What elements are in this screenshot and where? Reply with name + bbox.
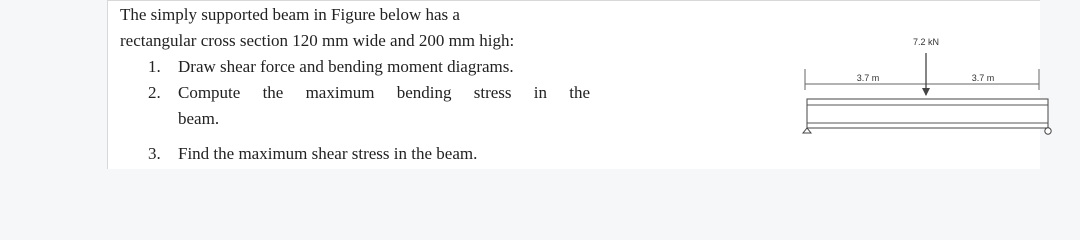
problem-panel xyxy=(107,0,1040,169)
intro-line-2: rectangular cross section 120 mm wide and 200 mm high: xyxy=(120,31,515,50)
left-span-label: 3.7 m xyxy=(856,73,880,83)
beam-figure xyxy=(694,29,1074,144)
list-item-1 xyxy=(120,54,590,80)
load-arrow-head xyxy=(922,88,930,96)
item-number: 2. xyxy=(148,83,161,102)
list-item-2 xyxy=(120,80,590,132)
problem-text xyxy=(120,2,590,167)
intro-line-1: The simply supported beam in Figure below has a xyxy=(120,5,460,24)
item-text: Compute the maximum bending stress in the xyxy=(178,83,590,102)
beam-rectangle xyxy=(807,99,1048,128)
item-number: 1. xyxy=(148,57,161,76)
pin-support xyxy=(803,128,811,133)
item-text: Draw shear force and bending moment diagrams. xyxy=(178,57,514,76)
item-text-continued: beam. xyxy=(178,109,220,128)
item-text: Find the maximum shear stress in the beam. xyxy=(178,144,478,163)
right-span-label: 3.7 m xyxy=(971,73,995,83)
load-label: 7.2 kN xyxy=(912,37,940,47)
item-number: 3. xyxy=(148,144,161,163)
list-item-3 xyxy=(120,141,590,167)
roller-support xyxy=(1045,128,1051,134)
